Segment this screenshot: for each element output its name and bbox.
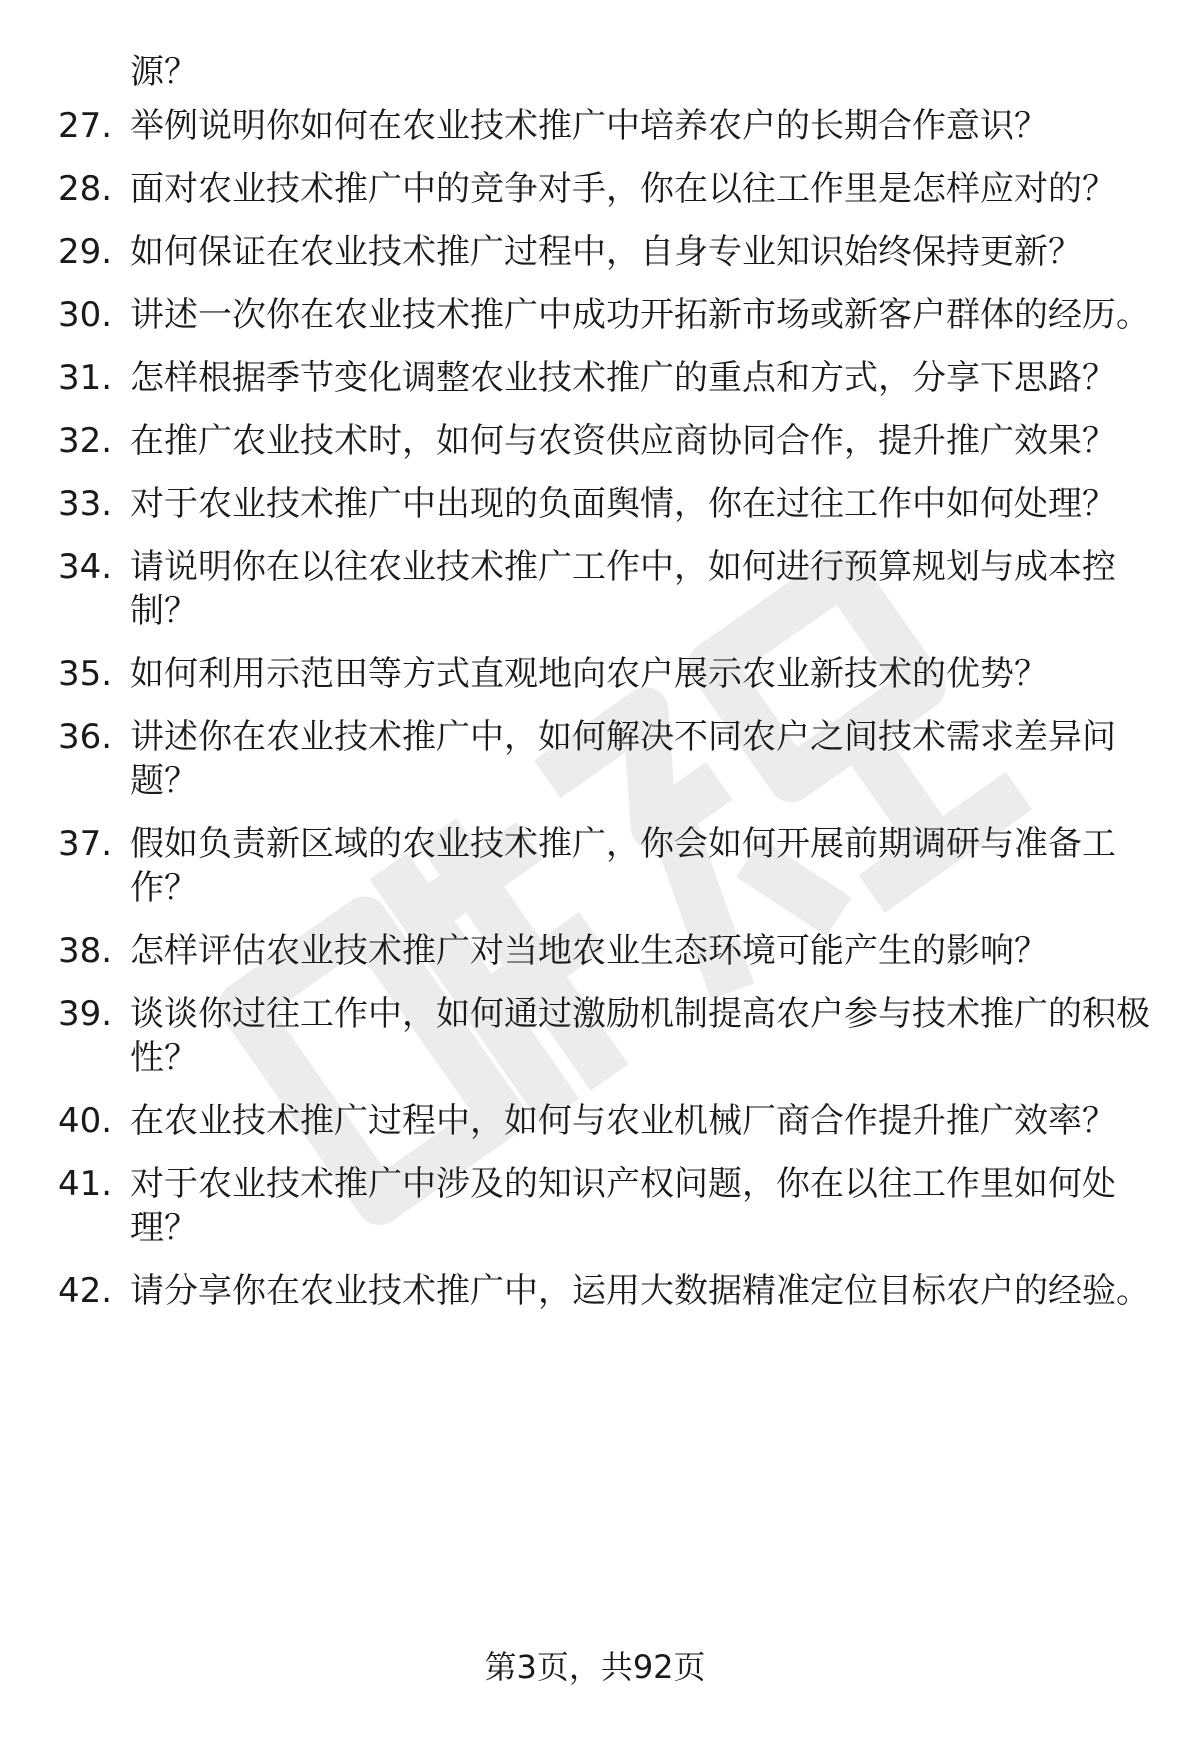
question-text: 对于农业技术推广中出现的负面舆情，你在过往工作中如何处理？	[130, 484, 1116, 524]
question-item	[0, 230, 1190, 274]
question-item	[0, 293, 1190, 337]
question-text: 假如负责新区域的农业技术推广，你会如何开展前期调研与准备工作？	[130, 824, 1116, 908]
question-item	[0, 652, 1190, 696]
question-text: 如何保证在农业技术推广过程中，自身专业知识始终保持更新？	[130, 232, 1082, 272]
question-text: 面对农业技术推广中的竞争对手，你在以往工作里是怎样应对的？	[130, 169, 1116, 209]
question-number: 37.	[58, 824, 113, 864]
question-text: 怎样根据季节变化调整农业技术推广的重点和方式，分享下思路？	[130, 358, 1116, 398]
question-item	[0, 1162, 1190, 1250]
question-text: 讲述你在农业技术推广中，如何解决不同农户之间技术需求差异问题？	[130, 717, 1116, 801]
question-number: 34.	[58, 547, 113, 587]
question-item	[0, 356, 1190, 400]
question-number: 28.	[58, 169, 113, 209]
question-item	[0, 822, 1190, 910]
question-text: 对于农业技术推广中涉及的知识产权问题，你在以往工作里如何处理？	[130, 1164, 1116, 1248]
question-text: 怎样评估农业技术推广对当地农业生态环境可能产生的影响？	[130, 931, 1048, 971]
question-number: 35.	[58, 654, 113, 694]
question-item	[0, 1269, 1190, 1313]
question-item	[0, 992, 1190, 1080]
question-number: 40.	[58, 1101, 113, 1141]
question-item	[0, 929, 1190, 973]
question-text: 请分享你在农业技术推广中，运用大数据精准定位目标农户的经验。	[130, 1271, 1150, 1311]
question-item	[0, 167, 1190, 211]
question-list	[0, 104, 1190, 1332]
question-number: 30.	[58, 295, 113, 335]
question-item	[0, 482, 1190, 526]
question-number: 42.	[58, 1271, 113, 1311]
question-number: 36.	[58, 717, 113, 757]
question-item	[0, 419, 1190, 463]
question-text: 在推广农业技术时，如何与农资供应商协同合作，提升推广效果？	[130, 421, 1116, 461]
question-number: 29.	[58, 232, 113, 272]
question-text: 谈谈你过往工作中，如何通过激励机制提高农户参与技术推广的积极性？	[130, 994, 1150, 1078]
question-item	[0, 104, 1190, 148]
question-number: 27.	[58, 106, 113, 146]
question-number: 38.	[58, 931, 113, 971]
question-text: 在农业技术推广过程中，如何与农业机械厂商合作提升推广效率？	[130, 1101, 1116, 1141]
question-text: 举例说明你如何在农业技术推广中培养农户的长期合作意识？	[130, 106, 1048, 146]
question-number: 32.	[58, 421, 113, 461]
question-number: 41.	[58, 1164, 113, 1204]
page-footer: 第3页，共92页	[484, 1648, 706, 1686]
question-text: 如何利用示范田等方式直观地向农户展示农业新技术的优势？	[130, 654, 1048, 694]
question-item	[0, 545, 1190, 633]
question-item	[0, 715, 1190, 803]
question-item	[0, 1099, 1190, 1143]
continuation-text: 源？	[130, 52, 198, 92]
question-number: 33.	[58, 484, 113, 524]
question-number: 39.	[58, 994, 113, 1034]
question-number: 31.	[58, 358, 113, 398]
question-text: 请说明你在以往农业技术推广工作中，如何进行预算规划与成本控制？	[130, 547, 1116, 631]
question-text: 讲述一次你在农业技术推广中成功开拓新市场或新客户群体的经历。	[130, 295, 1150, 335]
